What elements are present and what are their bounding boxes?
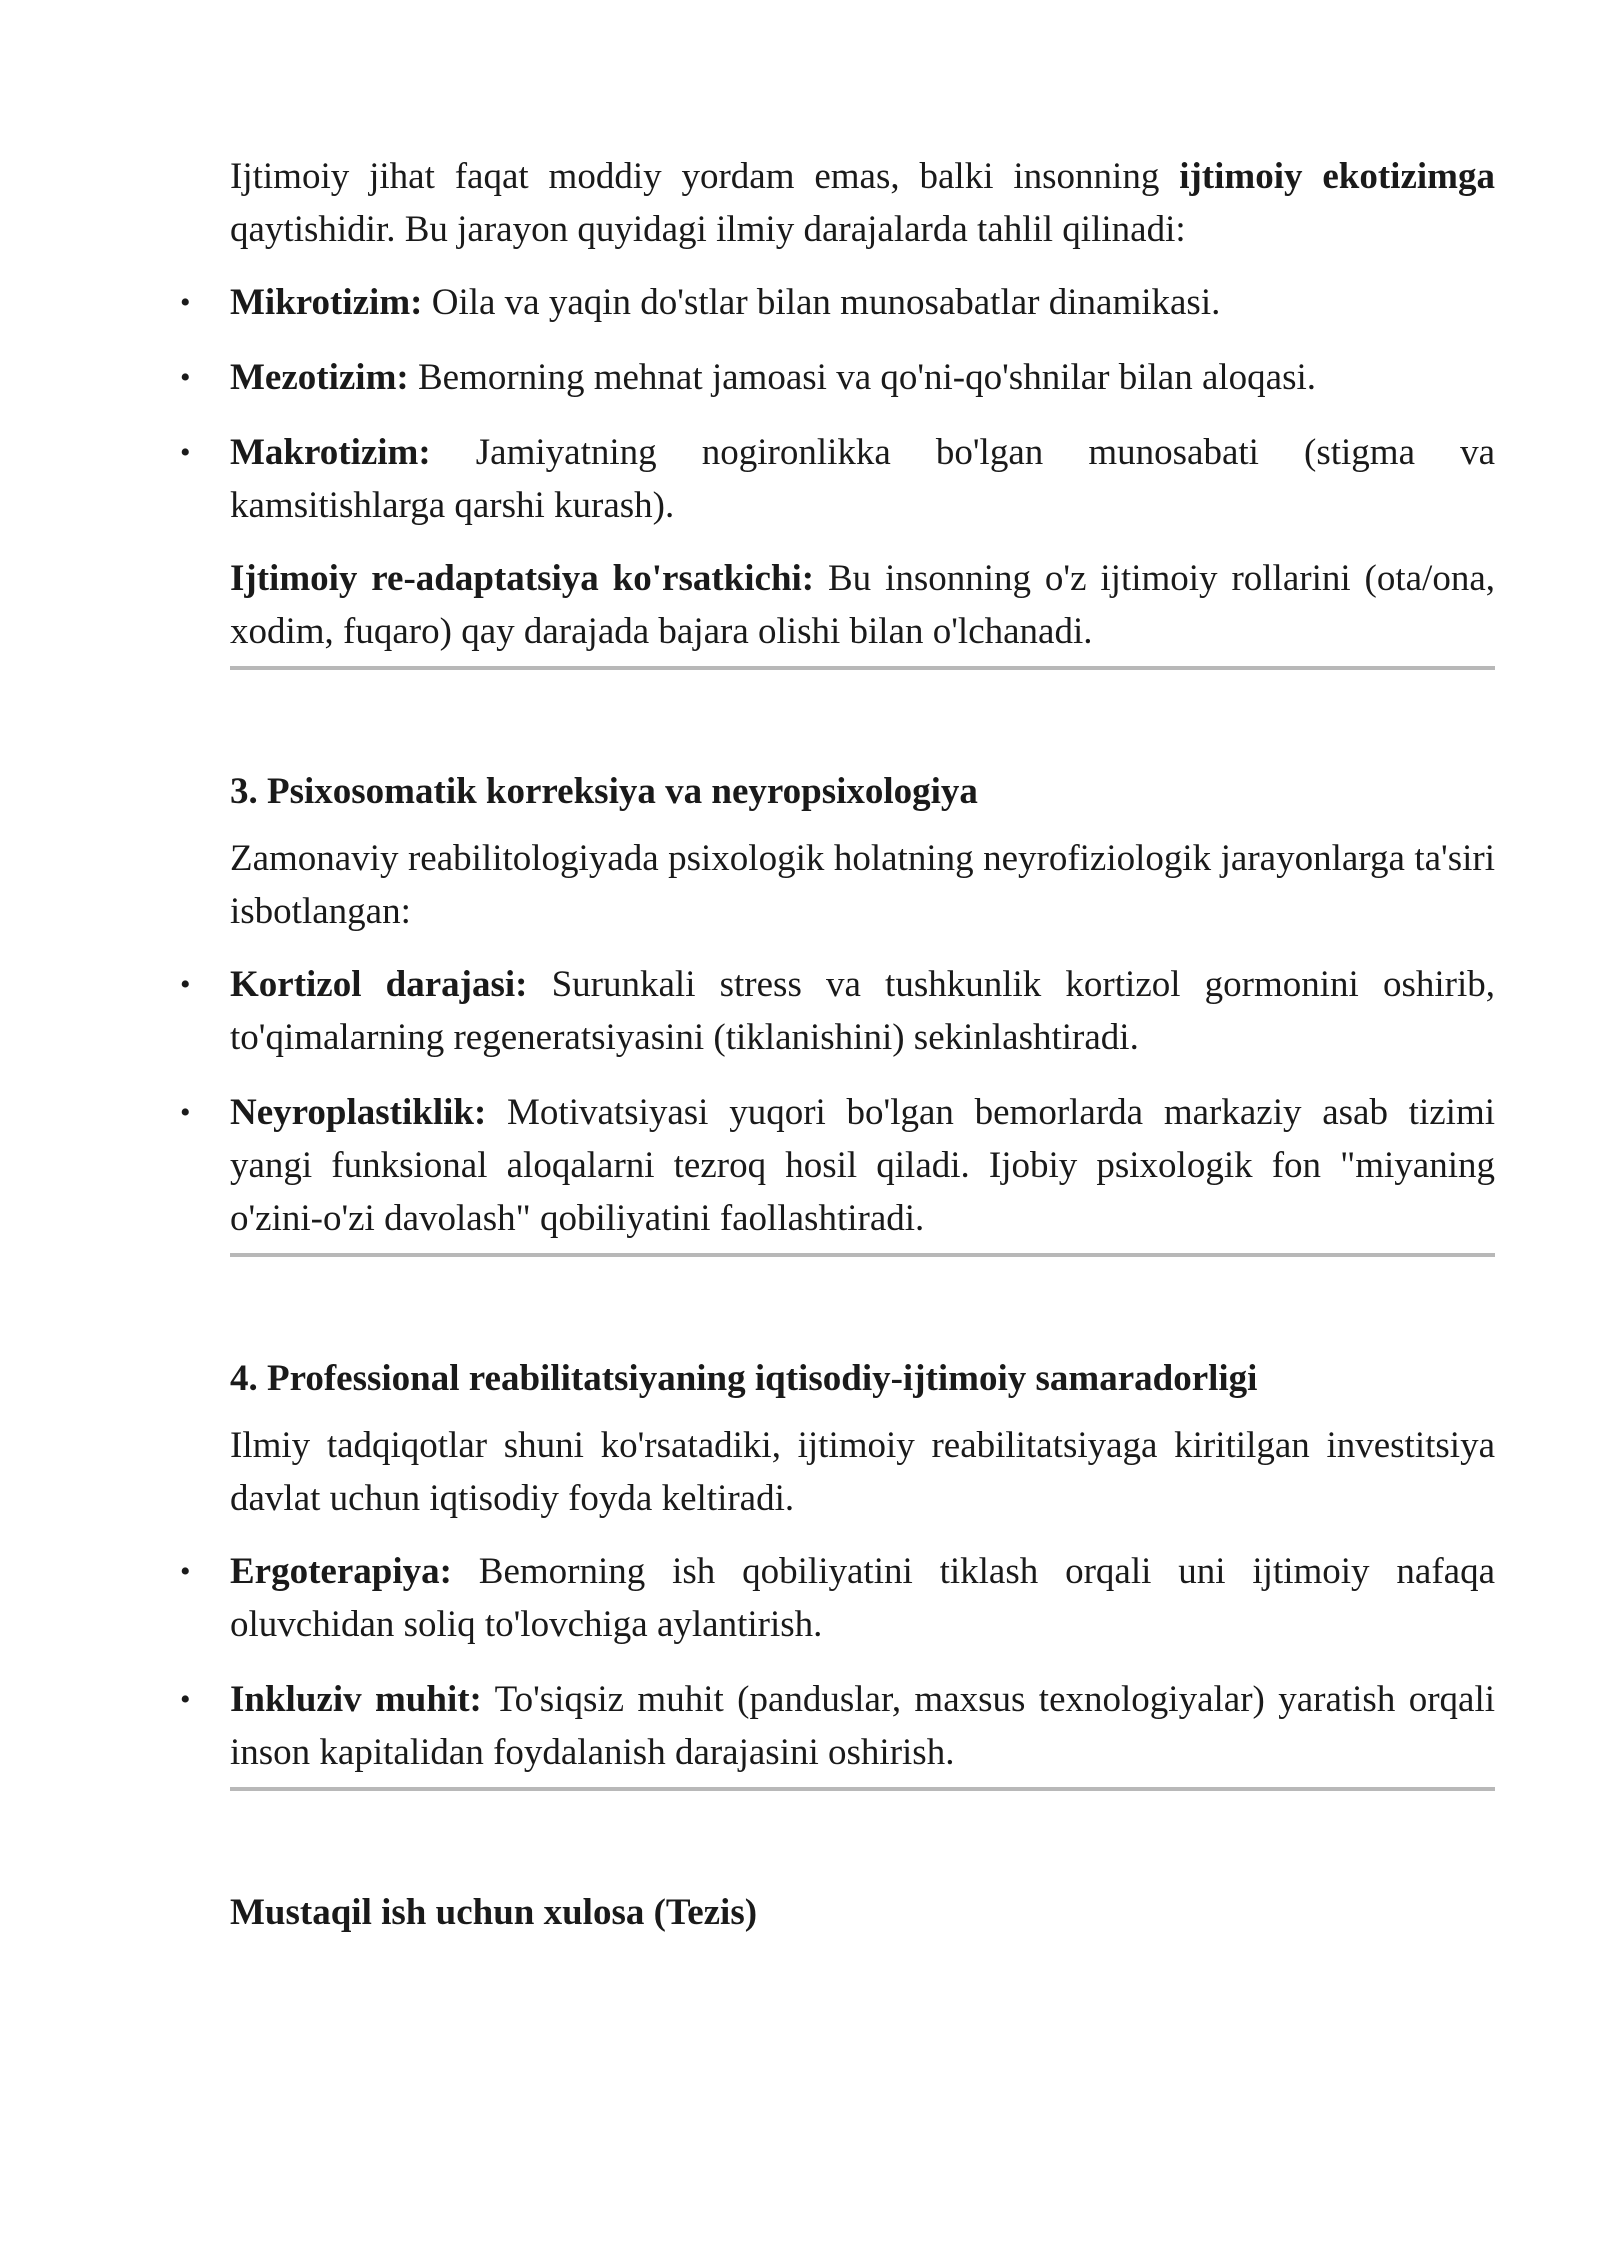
document-page: [180, 150, 1496, 1953]
section-3-intro: Zamonaviy reabilitologiyada psixologik holatning neyrofiziologik jarayonlarga ta'siri isbotlangan:: [230, 838, 1495, 932]
bullet-icon: •: [180, 968, 191, 1001]
list-item: • Mezotizim: Bemorning mehnat jamoasi va qo'ni-qo'shnilar bilan aloqasi.: [230, 351, 1495, 404]
indicator-paragraph: Ijtimoiy re-adaptatsiya ko'rsatkichi: Bu insonning o'z ijtimoiy rollarini (ota/ona, xodim, fuqaro) qay darajada bajara olishi bilan o'lchanadi.: [230, 558, 1495, 652]
conclusion-heading: Mustaqil ish uchun xulosa (Tezis): [230, 1892, 758, 1933]
list-item: • Mikrotizim: Oila va yaqin do'stlar bilan munosabatlar dinamikasi.: [230, 276, 1495, 329]
intro-bold-term: ijtimoiy ekotizimga: [1179, 156, 1495, 197]
bullet-icon: •: [180, 1683, 191, 1716]
list-item: • Neyroplastiklik: Motivatsiyasi yuqori bo'lgan bemorlarda markaziy asab tizimi yangi funksional aloqalarni tezroq hosil qiladi. Ijobiy psixologik fon "miyaning o'zini-o'zi davolash" qobiliyatini faollashtiradi.: [230, 1086, 1495, 1245]
list-item: • Kortizol darajasi: Surunkali stress va tushkunlik kortizol gormonini oshirib, to'qimalarning regeneratsiyasini (tiklanishini) sekinlashtiradi.: [230, 958, 1495, 1064]
bullet-icon: •: [180, 286, 191, 319]
bullet-icon: •: [180, 1555, 191, 1588]
section-4-heading: 4. Professional reabilitatsiyaning iqtisodiy-ijtimoiy samaradorligi: [230, 1358, 1258, 1399]
levels-list: [180, 276, 1495, 532]
bullet-icon: •: [180, 436, 191, 469]
section-3-heading: 3. Psixosomatik korreksiya va neyropsixologiya: [230, 771, 978, 812]
list-item: • Inkluziv muhit: To'siqsiz muhit (panduslar, maxsus texnologiyalar) yaratish orqali inson kapitalidan foydalanish darajasini oshirish.: [230, 1673, 1495, 1779]
section-4-list: [180, 1545, 1496, 1779]
intro-paragraph: Ijtimoiy jihat faqat moddiy yordam emas, balki insonning ijtimoiy ekotizimga qaytishidir. Bu jarayon quyidagi ilmiy darajalarda tahlil qilinadi:: [230, 156, 1495, 250]
section-3-list: [180, 958, 1495, 1245]
bullet-icon: •: [180, 361, 191, 394]
section-4-intro: Ilmiy tadqiqotlar shuni ko'rsatadiki, ijtimoiy reabilitatsiyaga kiritilgan investitsiya davlat uchun iqtisodiy foyda keltiradi.: [230, 1425, 1495, 1519]
bullet-icon: •: [180, 1096, 191, 1129]
list-item: • Makrotizim: Jamiyatning nogironlikka bo'lgan munosabati (stigma va kamsitishlarga qarshi kurash).: [230, 426, 1495, 532]
list-item: • Ergoterapiya: Bemorning ish qobiliyatini tiklash orqali uni ijtimoiy nafaqa oluvchidan soliq to'lovchiga aylantirish.: [230, 1545, 1495, 1651]
